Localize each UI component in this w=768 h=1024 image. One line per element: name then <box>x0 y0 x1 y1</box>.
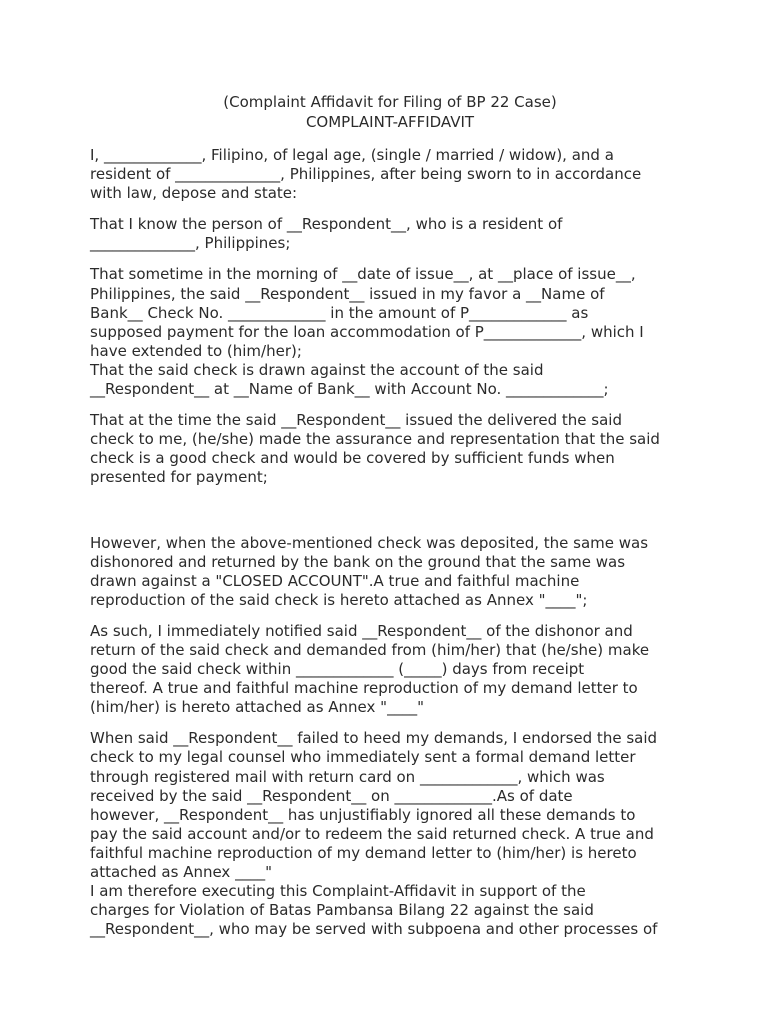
text-line: ______________, Philippines; <box>90 234 291 253</box>
text-line: dishonored and returned by the bank on the ground that the same was <box>90 552 626 571</box>
text-line: return of the said check and demanded from (him/her) that (he/she) make <box>90 640 650 659</box>
paragraph-dishonored <box>90 534 690 610</box>
text-line: That the said check is drawn against the account of the said <box>90 360 544 379</box>
paragraph-check-issued <box>90 265 690 360</box>
text-line: Philippines, the said __Respondent__ issued in my favor a __Name of <box>90 284 605 303</box>
paragraph-affiant-intro <box>90 146 690 203</box>
text-line: When said __Respondent__ failed to heed my demands, I endorsed the said <box>90 729 658 748</box>
text-line: __Respondent__, who may be served with subpoena and other processes of <box>90 920 658 939</box>
text-line: supposed payment for the loan accommodation of P_____________, which I <box>90 322 644 341</box>
text-line: however, __Respondent__ has unjustifiably ignored all these demands to <box>90 805 636 824</box>
text-line: I am therefore executing this Complaint-Affidavit in support of the <box>90 882 586 901</box>
paragraph-notified <box>90 622 690 717</box>
paragraph-respondent-known <box>90 215 690 253</box>
text-line: reproduction of the said check is hereto attached as Annex "____"; <box>90 590 588 609</box>
paragraph-drawn-account <box>90 361 690 399</box>
text-line: pay the said account and/or to redeem the said returned check. A true and <box>90 824 654 843</box>
text-line: As such, I immediately notified said __Respondent__ of the dishonor and <box>90 621 633 640</box>
text-line: However, when the above-mentioned check was deposited, the same was <box>90 533 649 552</box>
text-line: resident of ______________, Philippines, after being sworn to in accordance <box>90 165 642 184</box>
text-line: with law, depose and state: <box>90 184 298 203</box>
paragraph-demand-letter <box>90 729 690 882</box>
text-line: I, _____________, Filipino, of legal age, (single / married / widow), and a <box>90 146 614 164</box>
document-heading: COMPLAINT-AFFIDAVIT <box>305 113 475 131</box>
text-line: charges for Violation of Batas Pambansa Bilang 22 against the said <box>90 901 594 920</box>
text-line: (him/her) is hereto attached as Annex "____" <box>90 698 424 717</box>
text-line: thereof. A true and faithful machine reproduction of my demand letter to <box>90 679 638 698</box>
text-line: check to me, (he/she) made the assurance and representation that the said <box>90 430 660 449</box>
text-line: faithful machine reproduction of my demand letter to (him/her) is hereto <box>90 843 637 862</box>
paragraph-executing <box>90 882 690 939</box>
text-line: check is a good check and would be covered by sufficient funds when <box>90 449 615 468</box>
text-line: presented for payment; <box>90 468 268 487</box>
text-line: through registered mail with return card on _____________, which was <box>90 767 605 786</box>
text-line: That sometime in the morning of __date of issue__, at __place of issue__, <box>90 265 636 284</box>
document-title: (Complaint Affidavit for Filing of BP 22 Case) <box>223 93 557 111</box>
text-line: Bank__ Check No. _____________ in the amount of P_____________ as <box>90 303 589 322</box>
text-line: That I know the person of __Respondent__, who is a resident of <box>90 215 563 234</box>
text-line: good the said check within _____________ (_____) days from receipt <box>90 660 585 679</box>
text-line: attached as Annex ____" <box>90 863 272 881</box>
document-page <box>90 92 690 939</box>
text-line: have extended to (him/her); <box>90 341 302 360</box>
text-line: __Respondent__ at __Name of Bank__ with Account No. _____________; <box>90 380 609 399</box>
paragraph-assurance <box>90 411 690 487</box>
text-line: That at the time the said __Respondent__ issued the delivered the said <box>90 411 622 430</box>
text-line: received by the said __Respondent__ on _____________.As of date <box>90 786 573 805</box>
text-line: check to my legal counsel who immediately sent a formal demand letter <box>90 748 636 767</box>
text-line: drawn against a "CLOSED ACCOUNT".A true and faithful machine <box>90 571 580 590</box>
